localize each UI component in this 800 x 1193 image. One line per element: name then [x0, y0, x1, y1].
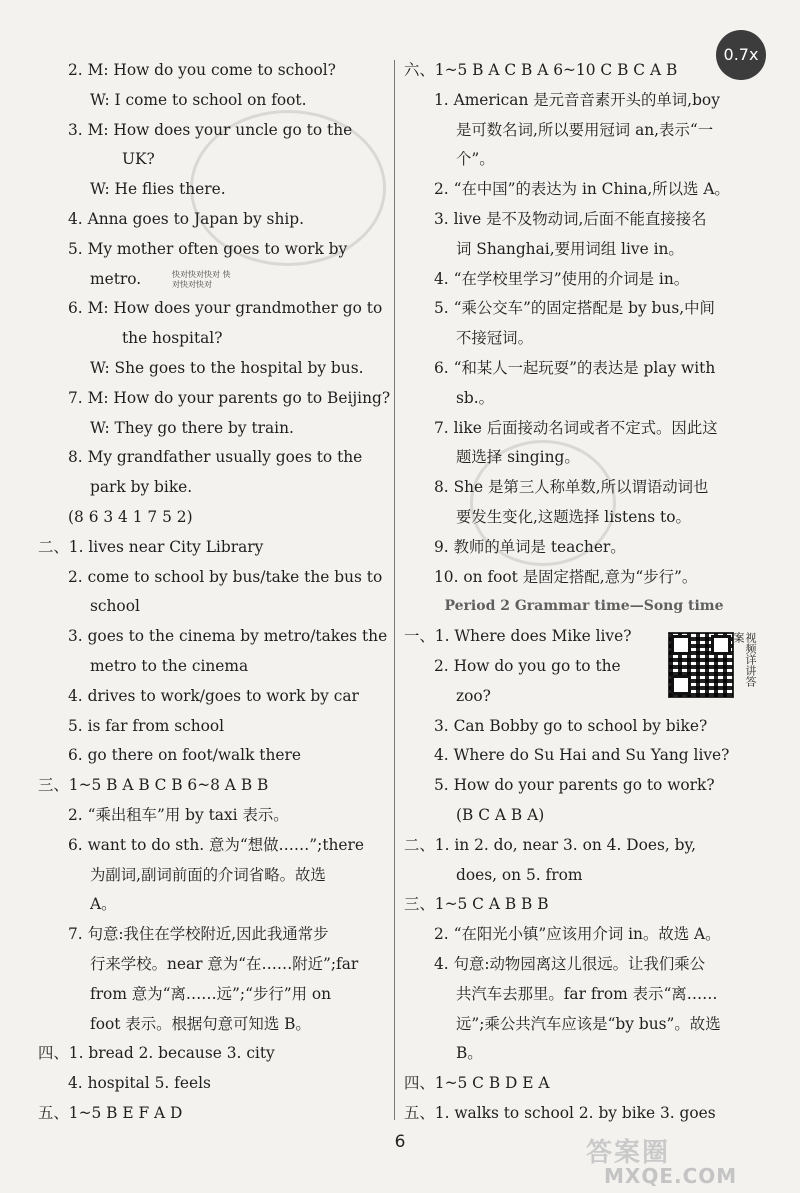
answer-line: W: I come to school on foot.	[90, 90, 307, 109]
explanation-line: 6. want to do sth. 意为“想做……”;there	[68, 835, 364, 854]
section-four-line: 四、1. bread 2. because 3. city	[38, 1044, 275, 1063]
explanation-line: 6. “和某人一起玩耍”的表达是 play with	[434, 358, 716, 377]
answer-line: 5. is far from school	[68, 716, 225, 735]
explanation-line: 2. “乘出租车”用 by taxi 表示。	[68, 805, 289, 824]
explanation-line: sb.。	[456, 388, 495, 407]
answer-line: park by bike.	[90, 478, 193, 497]
answer-line: UK?	[122, 150, 155, 169]
section-two-line: 二、1. in 2. do, near 3. on 4. Does, by,	[404, 835, 697, 854]
left-column	[38, 56, 390, 1129]
section-two-line: 二、1. lives near City Library	[38, 537, 264, 556]
explanation-line: from 意为“离……远”;“步行”用 on	[90, 984, 332, 1003]
explanation-line: 8. She 是第三人称单数,所以谓语动词也	[434, 478, 709, 497]
answer-line: W: She goes to the hospital by bus.	[90, 358, 364, 377]
section-three-line: 三、1~5 B A B C B 6~8 A B B	[38, 776, 269, 795]
explanation-line: 远”;乘公共汽车应该是“by bus”。故选	[456, 1014, 721, 1033]
answer-line: 4. drives to work/goes to work by car	[68, 686, 359, 705]
answer-line: 6. go there on foot/walk there	[68, 746, 301, 765]
explanation-line: 4. 句意:动物园离这儿很远。让我们乘公	[434, 954, 706, 973]
answer-line: 3. Can Bobby go to school by bike?	[434, 716, 708, 735]
section-five-line: 五、1~5 B E F A D	[38, 1103, 183, 1122]
explanation-line: 是可数名词,所以要用冠词 an,表示“一	[456, 120, 714, 139]
answer-line: 3. goes to the cinema by metro/takes the	[68, 627, 388, 646]
qr-corner	[711, 635, 731, 655]
explanation-line: foot 表示。根据句意可知选 B。	[90, 1014, 311, 1033]
page-number: 6	[394, 1132, 406, 1152]
answer-line: 7. M: How do your parents go to Beijing?	[68, 388, 390, 407]
qr-label: 视频详讲答案	[732, 632, 757, 687]
column-divider	[394, 60, 395, 1120]
explanation-line: 词 Shanghai,要用词组 live in。	[456, 239, 684, 258]
qr-corner	[671, 635, 691, 655]
answer-line: metro.	[90, 269, 142, 288]
watermark-url: MXQE.COM	[604, 1164, 738, 1188]
small-note: 快对快对快对 快对快对快对	[172, 270, 231, 289]
answer-line: 5. My mother often goes to work by	[68, 239, 348, 258]
watermark-logo: 答案圈	[586, 1138, 671, 1168]
explanation-line: 题选择 singing。	[456, 448, 580, 467]
answer-line: 5. How do your parents go to work?	[434, 776, 715, 795]
answer-line: 2. come to school by bus/take the bus to	[68, 567, 383, 586]
section-six-line: 六、1~5 B A C B A 6~10 C B C A B	[404, 61, 678, 79]
explanation-line: 个”。	[456, 150, 495, 169]
explanation-line: B。	[456, 1044, 483, 1063]
answer-line: 4. Anna goes to Japan by ship.	[68, 209, 305, 228]
qr-corner	[671, 675, 691, 695]
answer-line: W: They go there by train.	[90, 418, 294, 437]
answer-line: (8 6 3 4 1 7 5 2)	[68, 507, 193, 526]
explanation-line: A。	[90, 895, 117, 914]
answer-line: school	[90, 597, 140, 616]
explanation-line: 共汽车去那里。far from 表示“离……	[456, 984, 718, 1003]
explanation-line: 2. “在中国”的表达为 in China,所以选 A。	[434, 180, 730, 199]
section-four-line: 四、1~5 C B D E A	[404, 1074, 550, 1093]
explanation-line: 7. 句意:我住在学校附近,因此我通常步	[68, 925, 329, 944]
answer-line: 4. hospital 5. feels	[68, 1074, 211, 1093]
explanation-line: 4. “在学校里学习”使用的介词是 in。	[434, 269, 690, 288]
explanation-line: 不接冠词。	[456, 329, 533, 348]
answer-line: W: He flies there.	[90, 180, 226, 199]
answer-line: 6. M: How does your grandmother go to	[68, 299, 383, 318]
explanation-line: 2. “在阳光小镇”应该用介词 in。故选 A。	[434, 925, 721, 944]
explanation-line: 3. live 是不及物动词,后面不能直接接名	[434, 209, 707, 228]
section-three-line: 三、1~5 C A B B B	[404, 895, 549, 914]
explanation-line: 10. on foot 是固定搭配,意为“步行”。	[434, 567, 698, 586]
answer-line: metro to the cinema	[90, 656, 249, 675]
section-five-line: 五、1. walks to school 2. by bike 3. goes	[404, 1103, 716, 1122]
answer-line: the hospital?	[122, 329, 223, 348]
explanation-line: 行来学校。near 意为“在……附近”;far	[90, 954, 359, 973]
explanation-line: 9. 教师的单词是 teacher。	[434, 537, 626, 556]
answer-line: 3. M: How does your uncle go to the	[68, 120, 353, 139]
explanation-line: 为副词,副词前面的介词省略。故选	[90, 865, 326, 884]
answer-line: 2. M: How do you come to school?	[68, 61, 336, 79]
period-heading: Period 2 Grammar time—Song time	[444, 598, 724, 615]
answer-line: 4. Where do Su Hai and Su Yang live?	[434, 746, 730, 765]
zoom-level-badge[interactable]: 0.7x	[716, 30, 766, 80]
answer-line: (B C A B A)	[456, 805, 545, 824]
answer-line: 2. How do you go to the	[434, 656, 621, 675]
answer-line: does, on 5. from	[456, 865, 583, 884]
qr-code[interactable]	[668, 632, 734, 698]
explanation-line: 1. American 是元音音素开头的单词,boy	[434, 90, 720, 109]
explanation-line: 7. like 后面接动名词或者不定式。因此这	[434, 418, 718, 437]
answer-line: zoo?	[456, 686, 491, 705]
right-column	[404, 56, 764, 1129]
explanation-line: 5. “乘公交车”的固定搭配是 by bus,中间	[434, 299, 715, 318]
explanation-line: 要发生变化,这题选择 listens to。	[456, 507, 691, 526]
section-one-line: 一、1. Where does Mike live?	[404, 627, 632, 646]
answer-line: 8. My grandfather usually goes to the	[68, 448, 363, 467]
